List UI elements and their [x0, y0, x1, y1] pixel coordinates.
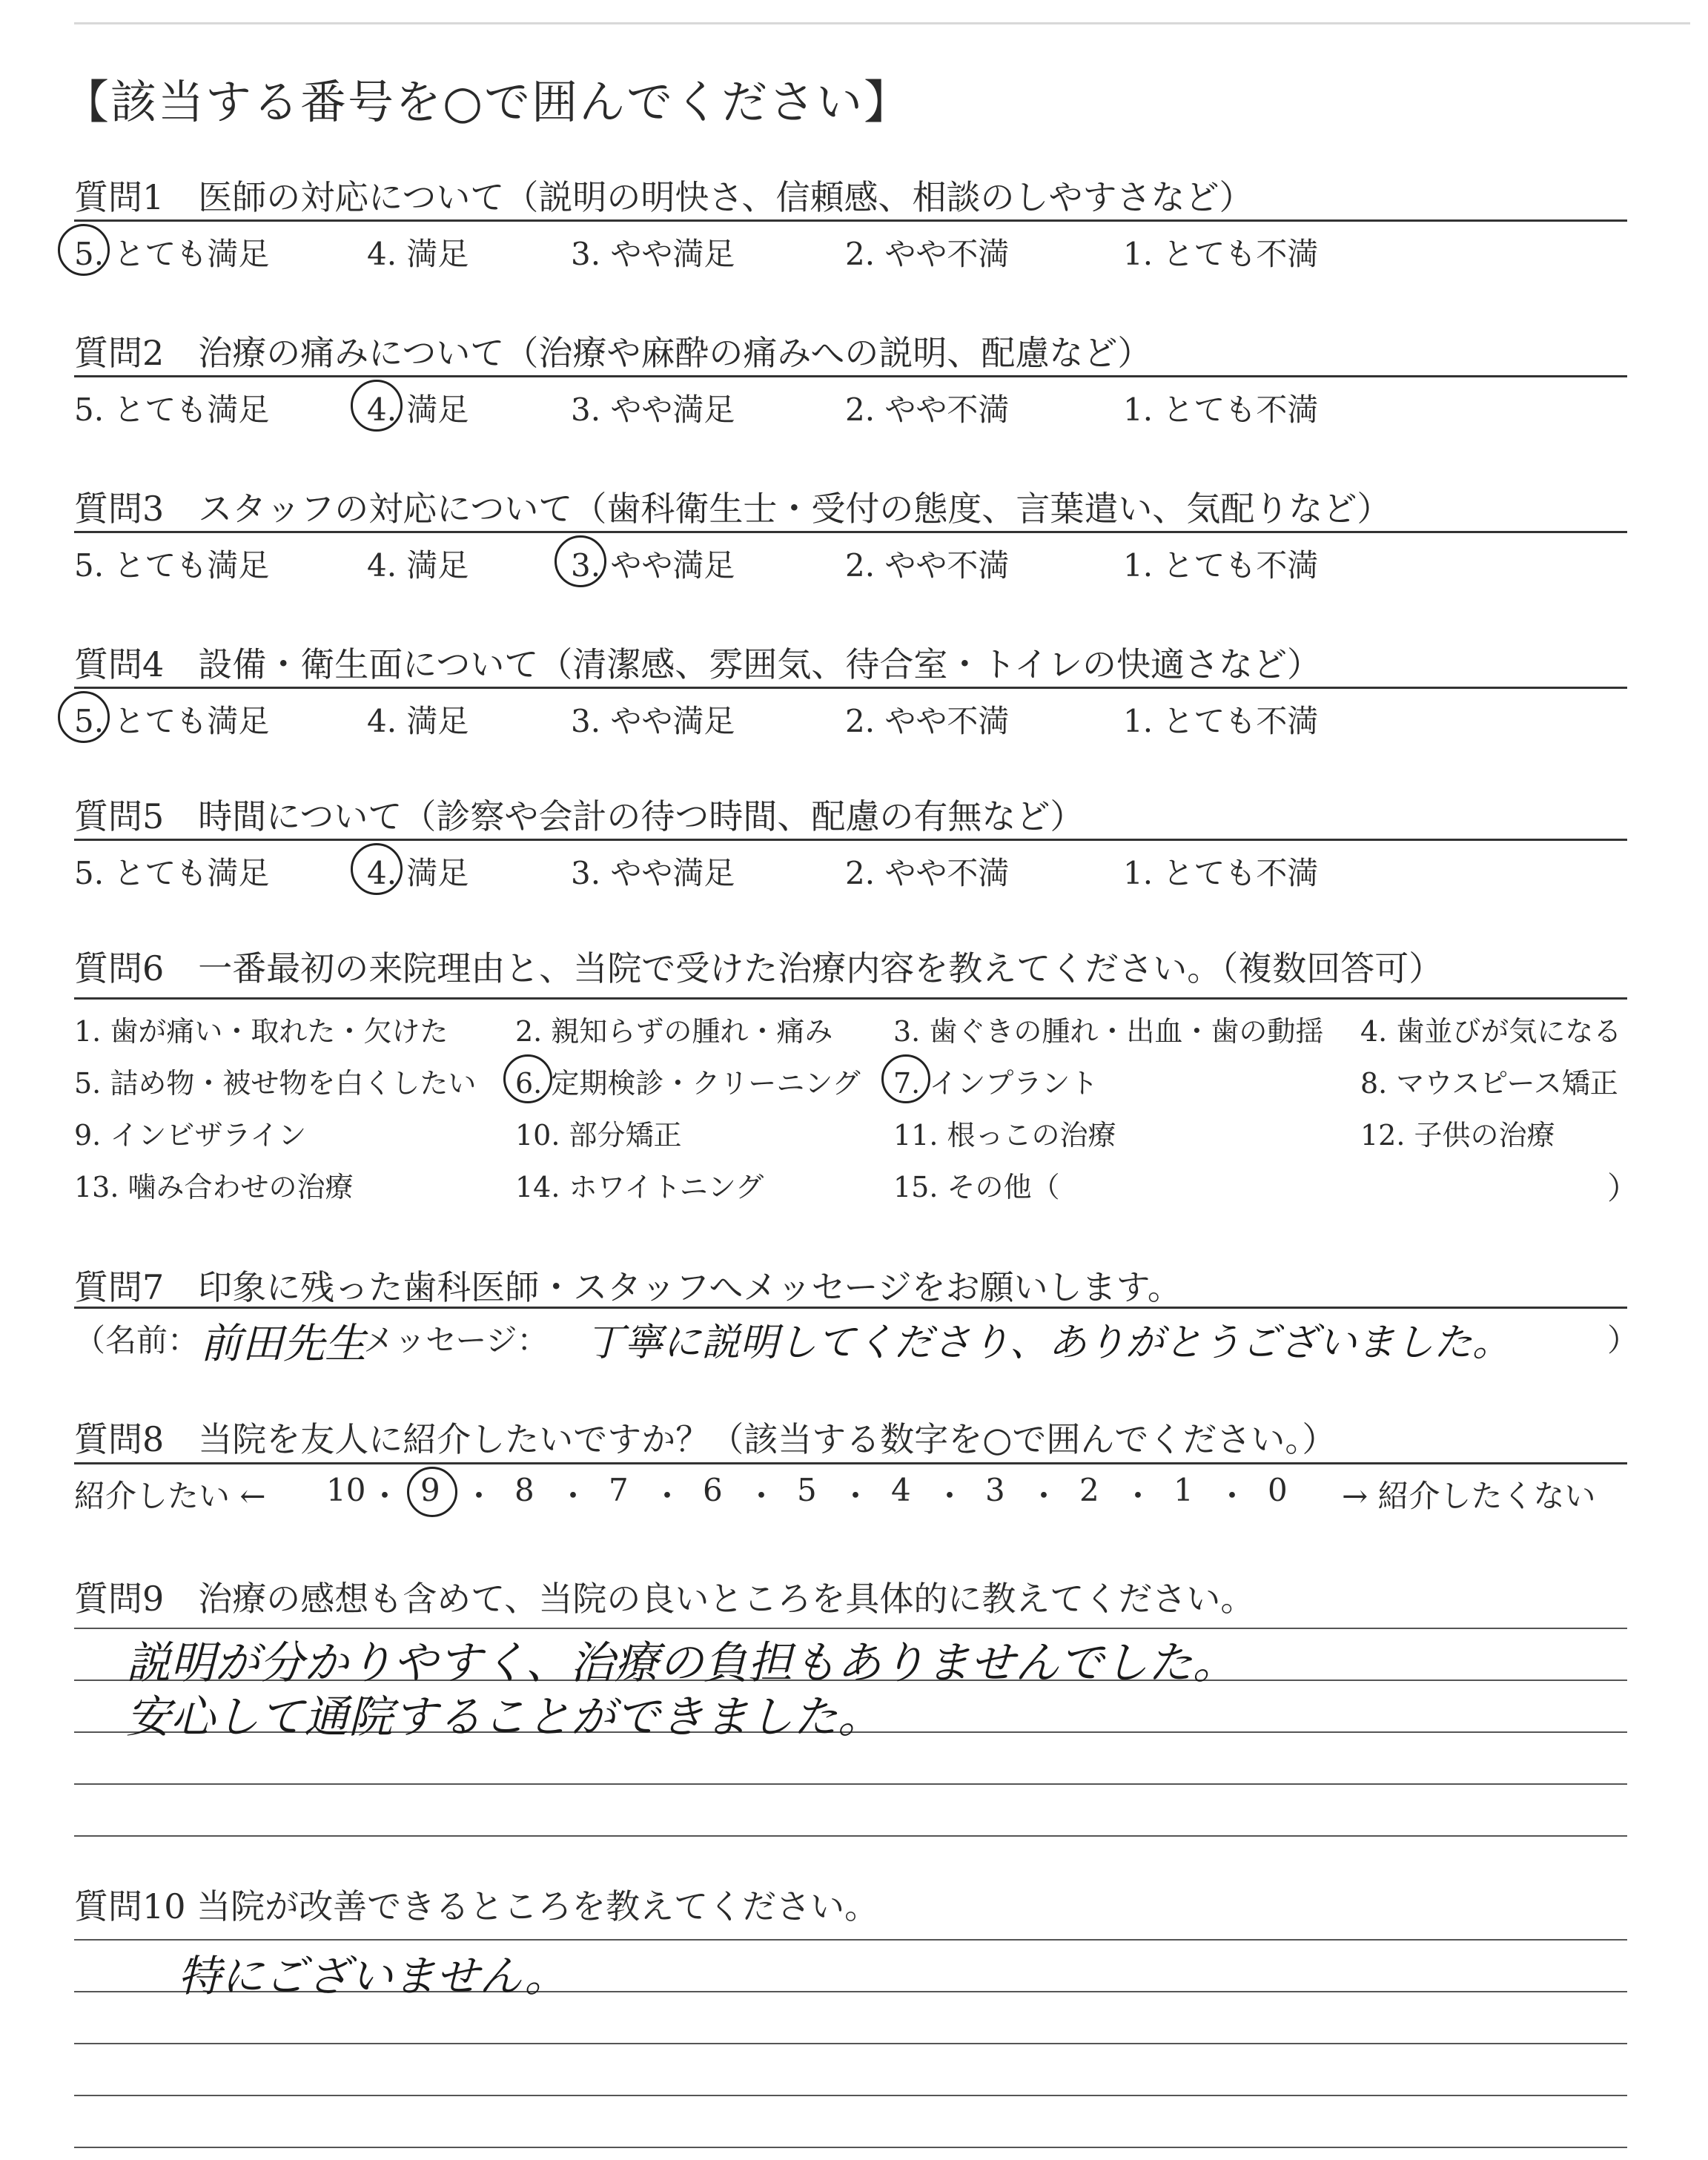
q8-scale-5[interactable]: 5 — [797, 1472, 817, 1508]
q6-option-13[interactable]: 13. 噛み合わせの治療 — [74, 1171, 354, 1203]
q4-option-5[interactable]: 5. とても満足 — [74, 703, 270, 739]
q8-scale-10[interactable]: 10 — [326, 1472, 366, 1508]
q8-separator: ・ — [369, 1478, 401, 1514]
q2-option-1[interactable]: 1. とても不満 — [1123, 392, 1319, 428]
scan-top-edge — [74, 22, 1690, 24]
q6-option-14[interactable]: 14. ホワイトニング — [515, 1171, 764, 1203]
q6-option-3[interactable]: 3. 歯ぐきの腫れ・出血・歯の動揺 — [893, 1015, 1324, 1048]
q5-option-3[interactable]: 3. やや満足 — [571, 855, 735, 891]
q8-scale-1[interactable]: 1 — [1174, 1472, 1194, 1508]
q6-close-paren: ） — [1607, 1170, 1639, 1206]
q6-option-6[interactable]: 6. 定期検診・クリーニング — [515, 1067, 861, 1100]
q7-message-value[interactable]: 丁寧に説明してくださり、ありがとうございました。 — [586, 1321, 1512, 1365]
q8-separator: ・ — [1122, 1478, 1154, 1514]
q3-option-2[interactable]: 2. やや不満 — [845, 547, 1010, 584]
q8-scale-7[interactable]: 7 — [609, 1472, 629, 1508]
q8-scale-6[interactable]: 6 — [703, 1472, 723, 1508]
q8-scale-0[interactable]: 0 — [1268, 1472, 1288, 1508]
q6-option-11[interactable]: 11. 根っこの治療 — [893, 1119, 1116, 1152]
q9-line-5 — [74, 1835, 1627, 1837]
q2-option-4[interactable]: 4. 満足 — [367, 392, 469, 428]
q7-name-label: （名前： — [74, 1322, 199, 1358]
q8-separator: ・ — [557, 1478, 589, 1514]
q1-option-1[interactable]: 1. とても不満 — [1123, 236, 1319, 272]
q5-option-4[interactable]: 4. 満足 — [367, 855, 469, 891]
q2-option-2[interactable]: 2. やや不満 — [845, 392, 1010, 428]
q1-rule — [74, 219, 1627, 222]
q3-option-3[interactable]: 3. やや満足 — [571, 547, 735, 584]
q6-option-8[interactable]: 8. マウスピース矯正 — [1360, 1067, 1618, 1100]
q8-separator: ・ — [652, 1478, 683, 1514]
q8-title: 質問8 当院を友人に紹介したいですか？（該当する数字を○で囲んでください。） — [74, 1419, 1337, 1459]
q8-scale-3[interactable]: 3 — [985, 1472, 1005, 1508]
q7-rule — [74, 1307, 1627, 1309]
q9-line-4 — [74, 1783, 1627, 1785]
q1-title: 質問1 医師の対応について（説明の明快さ、信頼感、相談のしやすさなど） — [74, 177, 1254, 217]
q6-rule — [74, 997, 1627, 1000]
q8-scale-4[interactable]: 4 — [891, 1472, 911, 1508]
q4-rule — [74, 687, 1627, 689]
q6-option-2[interactable]: 2. 親知らずの腫れ・痛み — [515, 1015, 833, 1048]
q9-answer-line-1[interactable]: 説明が分かりやすく、治療の負担もありませんでした。 — [126, 1637, 1237, 1689]
q8-separator: ・ — [1028, 1478, 1060, 1514]
q8-rule — [74, 1462, 1627, 1464]
q3-option-1[interactable]: 1. とても不満 — [1123, 547, 1319, 584]
q5-selected-circle — [351, 843, 403, 895]
q3-option-5[interactable]: 5. とても満足 — [74, 547, 270, 584]
q8-scale-9[interactable]: 9 — [420, 1472, 440, 1508]
q10-title: 質問10 当院が改善できるところを教えてください。 — [74, 1886, 879, 1926]
q6-option-12[interactable]: 12. 子供の治療 — [1360, 1119, 1555, 1152]
q5-rule — [74, 839, 1627, 841]
q6-selected-circle-6 — [503, 1054, 552, 1103]
q2-rule — [74, 375, 1627, 377]
q8-right-label: → 紹介したくない — [1342, 1478, 1596, 1514]
q8-separator: ・ — [934, 1478, 966, 1514]
q6-option-1[interactable]: 1. 歯が痛い・取れた・欠けた — [74, 1015, 448, 1048]
q9-title: 質問9 治療の感想も含めて、当院の良いところを具体的に教えてください。 — [74, 1579, 1255, 1619]
q8-left-label: 紹介したい ← — [74, 1478, 266, 1514]
q6-option-15[interactable]: 15. その他（ — [893, 1171, 1060, 1203]
q5-title: 質問5 時間について（診察や会計の待つ時間、配慮の有無など） — [74, 796, 1085, 836]
q8-scale-8[interactable]: 8 — [514, 1472, 534, 1508]
q6-option-10[interactable]: 10. 部分矯正 — [515, 1119, 682, 1152]
q5-option-2[interactable]: 2. やや不満 — [845, 855, 1010, 891]
q8-separator: ・ — [1217, 1478, 1248, 1514]
q5-option-1[interactable]: 1. とても不満 — [1123, 855, 1319, 891]
q3-rule — [74, 531, 1627, 533]
q8-separator: ・ — [746, 1478, 778, 1514]
q3-title: 質問3 スタッフの対応について（歯科衛生士・受付の態度、言葉遣い、気配りなど） — [74, 489, 1391, 529]
q4-selected-circle — [58, 691, 110, 743]
q6-option-4[interactable]: 4. 歯並びが気になる — [1360, 1015, 1622, 1048]
q6-selected-circle-7 — [881, 1054, 930, 1103]
q4-option-2[interactable]: 2. やや不満 — [845, 703, 1010, 739]
q7-close-paren: ） — [1607, 1322, 1639, 1358]
q6-option-5[interactable]: 5. 詰め物・被せ物を白くしたい — [74, 1067, 477, 1100]
q1-option-3[interactable]: 3. やや満足 — [571, 236, 735, 272]
q1-selected-circle — [58, 224, 110, 276]
q2-title: 質問2 治療の痛みについて（治療や麻酔の痛みへの説明、配慮など） — [74, 333, 1152, 373]
q6-title: 質問6 一番最初の来院理由と、当院で受けた治療内容を教えてください。（複数回答可） — [74, 948, 1443, 988]
q4-option-3[interactable]: 3. やや満足 — [571, 703, 735, 739]
q10-line-4 — [74, 2095, 1627, 2096]
q8-separator: ・ — [463, 1478, 495, 1514]
q1-option-5[interactable]: 5. とても満足 — [74, 236, 270, 272]
q5-option-5[interactable]: 5. とても満足 — [74, 855, 270, 891]
q7-name-value[interactable]: 前田先生 — [200, 1320, 366, 1368]
q8-selected-circle — [407, 1467, 457, 1517]
q4-title: 質問4 設備・衛生面について（清潔感、雰囲気、待合室・トイレの快適さなど） — [74, 644, 1322, 684]
q6-option-9[interactable]: 9. インビザライン — [74, 1119, 307, 1152]
q1-option-4[interactable]: 4. 満足 — [367, 236, 469, 272]
q6-option-7[interactable]: 7. インプラント — [893, 1067, 1099, 1100]
q7-message-label: メッセージ： — [363, 1322, 549, 1358]
q9-answer-line-2[interactable]: 安心して通院することができました。 — [126, 1691, 882, 1743]
q4-option-1[interactable]: 1. とても不満 — [1123, 703, 1319, 739]
q10-line-5 — [74, 2147, 1627, 2148]
q2-option-5[interactable]: 5. とても満足 — [74, 392, 270, 428]
q10-line-1 — [74, 1939, 1627, 1941]
q7-title: 質問7 印象に残った歯科医師・スタッフへメッセージをお願いします。 — [74, 1267, 1182, 1307]
q10-line-3 — [74, 2043, 1627, 2044]
q2-option-3[interactable]: 3. やや満足 — [571, 392, 735, 428]
q1-option-2[interactable]: 2. やや不満 — [845, 236, 1010, 272]
q4-option-4[interactable]: 4. 満足 — [367, 703, 469, 739]
q3-option-4[interactable]: 4. 満足 — [367, 547, 469, 584]
form-header: 【該当する番号を○で囲んでください】 — [63, 75, 912, 129]
q8-separator: ・ — [840, 1478, 872, 1514]
q3-selected-circle — [555, 535, 606, 587]
q8-scale-2[interactable]: 2 — [1079, 1472, 1099, 1508]
q2-selected-circle — [351, 380, 403, 432]
q10-answer-line-1[interactable]: 特にございません。 — [178, 1951, 568, 2001]
